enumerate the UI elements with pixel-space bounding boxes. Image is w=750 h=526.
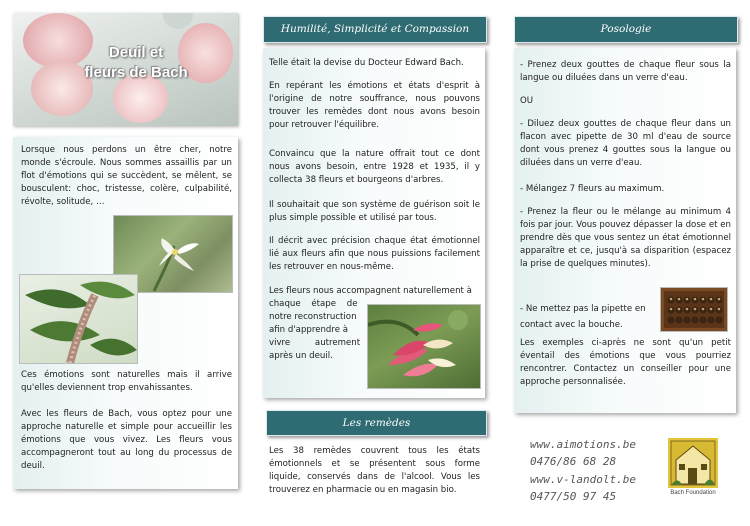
- remedies-header: Les remèdes: [266, 410, 487, 436]
- dosage-or: OU: [520, 96, 534, 106]
- precision-text: Il décrit avec précision chaque état émotionnel lié aux fleurs afin que nous puissions facilement les retrouver en nous-même.: [269, 236, 480, 272]
- dosage-note: Les exemples ci-après ne sont qu'un petit éventail des émotions que vous pourriez rencontrer. Contactez un conseiller pour une approche personnalisée.: [520, 338, 731, 387]
- simple-system-text: Il souhaitait que son système de guérison soit le plus simple possible et utilisé par tous.: [269, 200, 480, 223]
- approach-text: Avec les fleurs de Bach, vous optez pour une approche naturelle et simple pour accueillir les émotions que vous vivez. Les fleurs vous accompagneront tout au long du processus de deuil.: [21, 409, 232, 471]
- dosage-step-4: - Prenez la fleur ou le mélange au minimum 4 fois par jour. Vous pouvez dépasser la dose et en prendre dès que vous sentez un état émotionnel apparaître et ce, jusqu'à sa disparition (espacez la prise de quelques minutes).: [520, 207, 731, 269]
- website-link-1[interactable]: www.aimotions.be: [530, 438, 636, 451]
- phone-2: 0477/50 97 45: [530, 490, 617, 503]
- emotions-text: Ces émotions sont naturelles mais il arrive qu'elles deviennent trop envahissantes.: [21, 370, 232, 393]
- accompany-lines: chaque étape de notre reconstruction afin d'apprendre à vivre autrement après un deuil.: [269, 299, 361, 361]
- dosage-header: Posologie: [514, 16, 738, 43]
- dosage-step-3: - Mélangez 7 fleurs au maximum.: [520, 184, 665, 194]
- intro-text: Lorsque nous perdons un être cher, notre monde s'écroule. Nous sommes assaillis par un flot d'émotions qui se succèdent, se mêlent, se bousculent: choc, tristesse, colère, culpabilité, révolte, solitude, …: [21, 145, 232, 207]
- bach-foundation-logo: [668, 438, 718, 502]
- page-title: Deuil et fleurs de Bach: [84, 44, 188, 81]
- remedies-text: Les 38 remèdes couvrent tous les états émotionnels et se présentent sous forme liquide, conservés dans de l'alcool. Vous les trouverez en pharmacie ou en magasin bio.: [269, 446, 480, 495]
- dosage-step-2: - Diluez deux gouttes de chaque fleur dans un flacon avec pipette de 30 ml d'eau de source dont vous prenez 4 gouttes sous la langue ou diluées dans un verre d'eau.: [520, 119, 731, 168]
- motto-header: Humilité, Simplicité et Compassion: [263, 16, 487, 43]
- motto-text: Telle était la devise du Docteur Edward Bach.: [269, 58, 464, 68]
- phone-1: 0476/86 68 28: [530, 455, 617, 468]
- nature-text: Convaincu que la nature offrait tout ce dont nous avons besoin, entre 1928 et 1935, il y collecta 38 fleurs et bourgeons d'arbres.: [269, 149, 480, 185]
- honeysuckle-photo: [367, 304, 481, 389]
- leaves-photo: [19, 274, 138, 364]
- remedy-box-photo: [660, 287, 728, 332]
- hero-image: [13, 13, 238, 126]
- accompany-text: Les fleurs nous accompagnent naturellement à: [269, 286, 472, 296]
- dosage-step-1: - Prenez deux gouttes de chaque fleur sous la langue ou diluées dans un verre d'eau.: [520, 60, 731, 83]
- emotions-origin-text: En repérant les émotions et états d'esprit à l'origine de notre souffrance, nous pouvons trouver les remèdes dont nous avons besoin pour retrouver l'équilibre.: [269, 81, 480, 130]
- dosage-step-5: - Ne mettez pas la pipette en contact avec la bouche.: [520, 304, 646, 330]
- website-link-2[interactable]: www.v-landolt.be: [530, 473, 636, 486]
- logo-label: Bach Foundation: [670, 490, 716, 496]
